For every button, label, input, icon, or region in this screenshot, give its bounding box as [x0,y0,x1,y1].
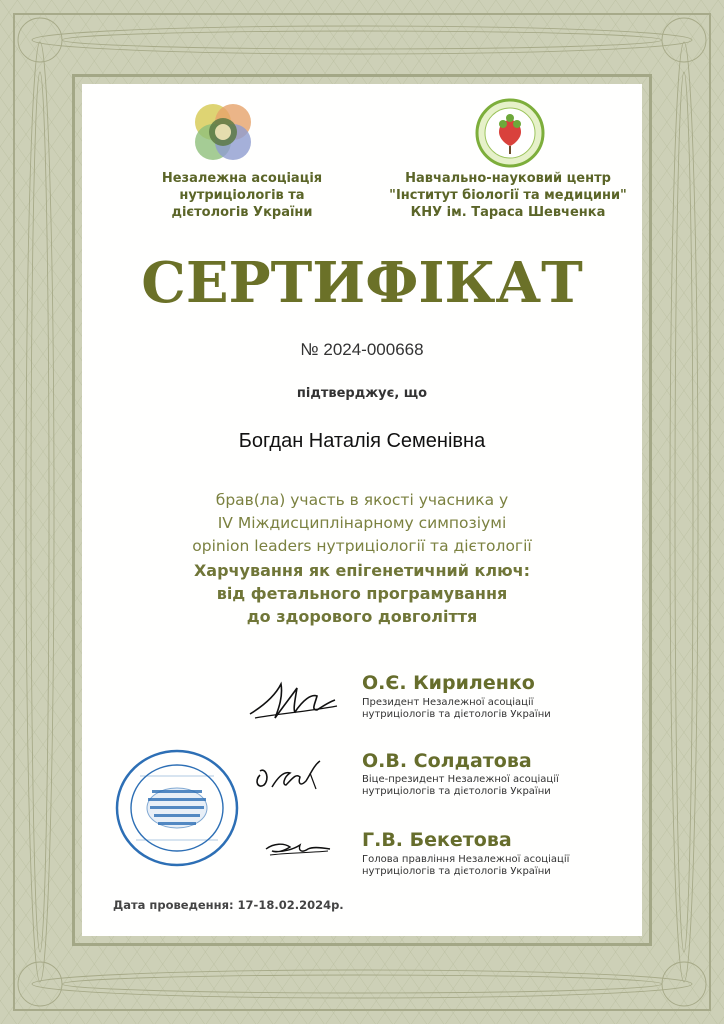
signer-name: Г.В. Бекетова [362,829,512,851]
signature-beketova [262,835,334,861]
description-line: opinion leaders нутриціології та дієтології [192,537,532,555]
association-name [122,170,362,221]
event-date: Дата проведення: 17-18.02.2024р. [113,898,344,912]
institute-name-line: КНУ ім. Тараса Шевченка [410,205,606,220]
association-logo [187,98,259,166]
institute-name [380,170,636,221]
official-stamp [112,746,242,870]
association-name-line: дієтологів України [171,205,313,220]
signature-kyrylenko [245,676,341,726]
signer-role-line: нутриціологів та дієтологів України [362,786,551,797]
signer-role-line: нутриціологів та дієтологів України [362,709,551,720]
association-name-line: Незалежна асоціація [161,171,323,186]
signer-name: О.В. Солдатова [362,750,532,772]
signer-role-line: Віце-президент Незалежної асоціації [362,774,559,785]
institute-logo [475,98,545,168]
signer-name: О.Є. Кириленко [362,672,535,694]
certificate-number: № 2024-000668 [300,340,424,359]
topic-line: Харчування як епігенетичний ключ: [193,561,531,580]
topic-line: від фетального програмування [216,584,508,603]
description-line: IV Міждисциплінарному симпозіумі [217,514,507,532]
topic-line: до здорового довголіття [246,607,478,626]
description-line: брав(ла) участь в якості учасника у [215,491,509,509]
signer-role-line: Президент Незалежної асоціації [362,697,534,708]
signature-soldatova [250,755,330,795]
association-name-line: нутриціологів та [179,188,305,203]
confirms-text: підтверджує, що [296,386,428,401]
institute-name-line: "Інститут біології та медицини" [389,188,627,203]
signer-role-line: нутриціологів та дієтологів України [362,866,551,877]
certificate-title: СЕРТИФІКАТ [141,250,583,316]
institute-name-line: Навчально-науковий центр [405,171,611,186]
participant-name: Богдан Наталія Семенівна [238,430,486,452]
signer-role-line: Голова правління Незалежної асоціації [362,854,570,865]
